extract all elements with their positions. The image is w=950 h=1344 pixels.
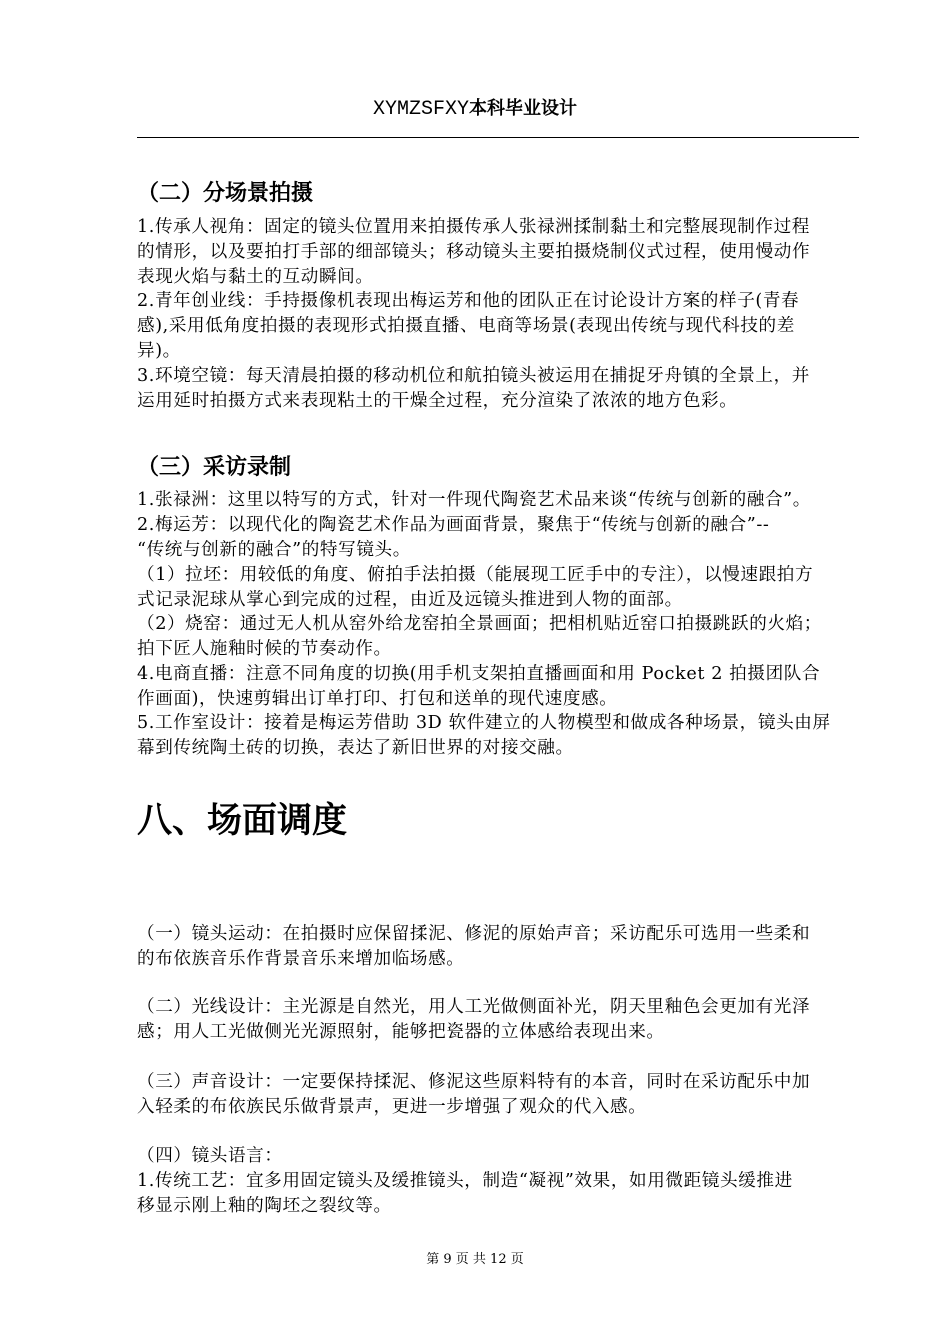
paragraph-line: 式记录泥球从掌心到完成的过程，由近及远镜头推进到人物的面部。 [137, 590, 683, 610]
paragraph-line: （一）镜头运动：在拍摄时应保留揉泥、修泥的原始声音；采访配乐可选用一些柔和 [137, 924, 811, 944]
paragraph-line: 1.传统工艺：宜多用固定镜头及缓推镜头，制造“凝视”效果，如用微距镜头缓推进 [137, 1171, 793, 1191]
paragraph-line: 移显示刚上釉的陶坯之裂纹等。 [137, 1196, 392, 1216]
paragraph-line: 作画面)，快速剪辑出订单打印、打包和送单的现代速度感。 [137, 689, 618, 709]
page-header [0, 94, 950, 121]
section-heading: （二）分场景拍摄 [137, 181, 314, 206]
paragraph-line: （三）声音设计：一定要保持揉泥、修泥这些原料特有的本音，同时在采访配乐中加 [137, 1072, 811, 1092]
paragraph-line: 4.电商直播：注意不同角度的切换(用手机支架拍直播画面和用 Pocket 2 拍摄团队合 [137, 664, 821, 684]
header-title: 本科毕业设计 [469, 98, 577, 119]
paragraph-line: 5.工作室设计：接着是梅运芳借助 3D 软件建立的人物模型和做成各种场景，镜头由屏 [137, 713, 831, 733]
paragraph-line: 运用延时拍摄方式来表现粘土的干燥全过程，充分渲染了浓浓的地方色彩。 [137, 391, 738, 411]
paragraph-line: （1）拉坯：用较低的角度、俯拍手法拍摄（能展现工匠手中的专注），以慢速跟拍方 [137, 565, 814, 585]
paragraph-line: 表现火焰与黏土的互动瞬间。 [137, 267, 374, 287]
paragraph-line: 2.青年创业线：手持摄像机表现出梅运芳和他的团队正在讨论设计方案的样子(青春 [137, 291, 800, 311]
paragraph-line: 1.张禄洲：这里以特写的方式，针对一件现代陶瓷艺术品来谈“传统与创新的融合”。 [137, 490, 811, 510]
page-footer: 第 9 页 共 12 页 [426, 1252, 524, 1267]
paragraph-line: “传统与创新的融合”的特写镜头。 [137, 540, 411, 560]
paragraph-line: 感),采用低角度拍摄的表现形式拍摄直播、电商等场景(表现出传统与现代科技的差 [137, 316, 795, 336]
paragraph-line: 感；用人工光做侧光光源照射，能够把瓷器的立体感给表现出来。 [137, 1022, 665, 1042]
paragraph-line: 幕到传统陶土砖的切换，表达了新旧世界的对接交融。 [137, 738, 574, 758]
paragraph-line: （2）烧窑：通过无人机从窑外给龙窑拍全景画面；把相机贴近窑口拍摄跳跃的火焰； [137, 614, 822, 634]
paragraph-line: 入轻柔的布依族民乐做背景声，更进一步增强了观众的代入感。 [137, 1097, 647, 1117]
paragraph-line: 异)。 [137, 341, 181, 361]
paragraph-line: 拍下匠人施釉时候的节奏动作。 [137, 639, 392, 659]
paragraph-line: 3.环境空镜：每天清晨拍摄的移动机位和航拍镜头被运用在捕捉牙舟镇的全景上，并 [137, 366, 810, 386]
paragraph-line: 1.传承人视角：固定的镜头位置用来拍摄传承人张禄洲揉制黏土和完整展现制作过程 [137, 217, 810, 237]
section-heading: （三）采访录制 [137, 455, 292, 480]
paragraph-line: 的情形，以及要拍打手部的细部镜头；移动镜头主要拍摄烧制仪式过程，使用慢动作 [137, 242, 811, 262]
header-divider [137, 137, 859, 138]
section-heading: 八、场面调度 [137, 801, 348, 841]
paragraph-line: 2.梅运芳：以现代化的陶瓷艺术作品为画面背景，聚焦于“传统与创新的融合”-- [137, 515, 770, 535]
header-school-code: XYMZSFXY [372, 98, 469, 121]
paragraph-line: （二）光线设计：主光源是自然光，用人工光做侧面补光，阴天里釉色会更加有光泽 [137, 997, 811, 1017]
paragraph-line: （四）镜头语言： [137, 1146, 283, 1166]
paragraph-line: 的布依族音乐作背景音乐来增加临场感。 [137, 949, 465, 969]
